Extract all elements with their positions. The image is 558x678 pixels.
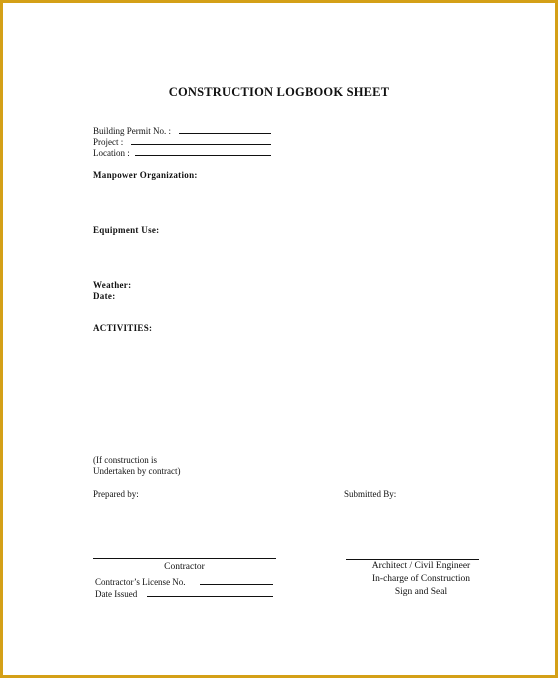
date-issued-line xyxy=(147,596,273,597)
manpower-label: Manpower Organization: xyxy=(93,170,198,180)
activities-label: ACTIVITIES: xyxy=(93,323,153,333)
building-permit-label: Building Permit No. : xyxy=(93,126,172,136)
sign-and-seal-label: Sign and Seal xyxy=(394,587,448,597)
engineer-signature-line xyxy=(346,559,479,560)
contract-note-line1: (If construction is xyxy=(93,455,157,465)
date-issued-label: Date Issued xyxy=(95,589,138,599)
location-line xyxy=(135,155,271,156)
contract-note-line2: Undertaken by contract) xyxy=(93,466,181,476)
engineer-title-line2: In-charge of Construction xyxy=(372,574,470,584)
project-line xyxy=(131,144,271,145)
engineer-title-line1: Architect / Civil Engineer xyxy=(371,561,471,571)
prepared-by-label: Prepared by: xyxy=(93,489,139,499)
location-label: Location : xyxy=(93,148,130,158)
contractor-title: Contractor xyxy=(164,562,205,572)
submitted-by-label: Submitted By: xyxy=(344,489,397,499)
building-permit-line xyxy=(179,133,271,134)
contractor-license-line xyxy=(200,584,273,585)
equipment-label: Equipment Use: xyxy=(93,225,160,235)
date-label: Date: xyxy=(93,291,116,301)
contractor-signature-line xyxy=(93,558,276,559)
weather-label: Weather: xyxy=(93,280,132,290)
project-label: Project : xyxy=(93,137,124,147)
contractor-license-label: Contractor’s License No. xyxy=(95,577,186,587)
document-title: CONSTRUCTION LOGBOOK SHEET xyxy=(168,85,390,99)
